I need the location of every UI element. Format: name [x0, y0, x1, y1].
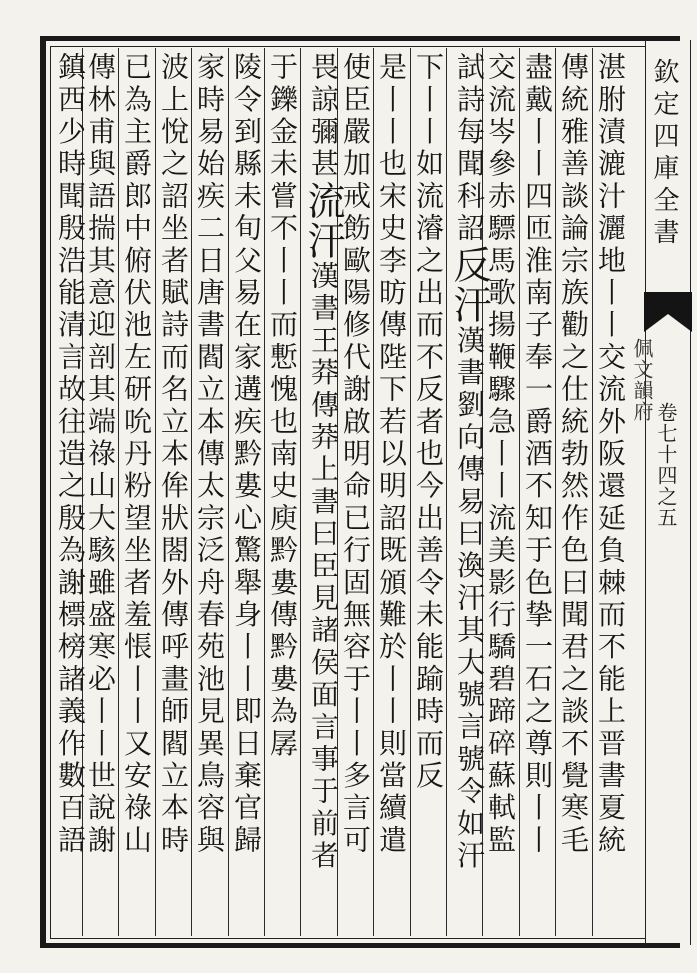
section-title: 佩文韻府 — [630, 338, 654, 422]
column-rule — [118, 48, 119, 936]
text-column-16: 鎮西少時聞殷浩能清言故往造之殷為謝標榜諸義作數百語 — [54, 52, 87, 857]
text-column-15: 傳林甫與語揣其意迎剖其端祿山大駭雖盛寒必丨丨世說謝 — [84, 52, 117, 857]
text-column-13: 波上悅之詔坐者賦詩而名立本侔狀閤外傳呼畫師閻立本時 — [157, 52, 190, 857]
text-column-5 — [447, 52, 491, 932]
text-column-2: 傳統雅善談論宗族勸之仕統勃然作色曰聞君之談不覺寒毛 — [557, 52, 590, 857]
column-rule — [410, 48, 411, 936]
column-rule — [264, 48, 265, 936]
headword: 反汗 — [447, 245, 491, 326]
fishtail-mark-icon — [644, 292, 692, 332]
column-rule — [228, 48, 229, 936]
column-text: 漢書劉向傳易曰渙汗其大號言號令如汗 — [453, 325, 486, 873]
column-rule — [592, 48, 593, 936]
book-title: 欽定四庫全書 — [649, 58, 679, 250]
text-column-3: 盡戴丨丨四匝淮南子奉一爵酒不知于色挚一石之尊則丨丨 — [521, 52, 554, 857]
headword: 流汗 — [301, 180, 345, 261]
text-column-4: 交流岑參赤驃馬歌揚鞭驟急丨丨流美影行驕碧蹄碎蘇軾監 — [484, 52, 517, 857]
column-text: 試詩每聞科詔 — [453, 52, 486, 246]
text-column-9 — [301, 52, 345, 932]
strip-rule-right — [690, 40, 691, 945]
column-rule — [555, 48, 556, 936]
column-rule — [155, 48, 156, 936]
text-column-6: 下丨丨如流濬之出而不反者也今出善令未能踰時而反 — [412, 52, 445, 793]
text-column-1: 湛胕漬漉汁灑地丨丨交流外阪還延負棘而不能上晋書夏統 — [594, 52, 627, 857]
text-column-14: 已為主爵郎中俯伏池左研吮丹粉望坐者羞悵丨丨又安祿山 — [120, 52, 153, 857]
column-text: 漢書王莽傳莽上書曰臣見諸侯面言事于前者 — [307, 260, 340, 873]
column-rule — [519, 48, 520, 936]
column-rule — [446, 48, 447, 936]
column-text: 畏諒彌甚 — [307, 52, 340, 181]
column-rule — [191, 48, 192, 936]
text-column-11: 陵令到縣未旬父易在家遘疾黔婁心驚舉身丨丨即日棄官歸 — [230, 52, 263, 857]
text-column-12: 家時易始疾二日唐書閻立本傳太宗泛舟春苑池見異鳥容與 — [193, 52, 226, 857]
text-column-10: 于鑠金未嘗不丨丨而慙愧也南史庾黔婁傳黔婁為孱 — [266, 52, 299, 761]
text-column-7: 是丨丨也宋史李昉傳陛下若以明詔既頒難於丨丨則當續遣 — [375, 52, 408, 857]
text-column-8: 使臣嚴加戒飭歐陽修代謝啟明命已行固無容于丨丨多言可 — [339, 52, 372, 857]
volume-number: 卷七十四之五 — [654, 402, 678, 528]
column-rule — [373, 48, 374, 936]
